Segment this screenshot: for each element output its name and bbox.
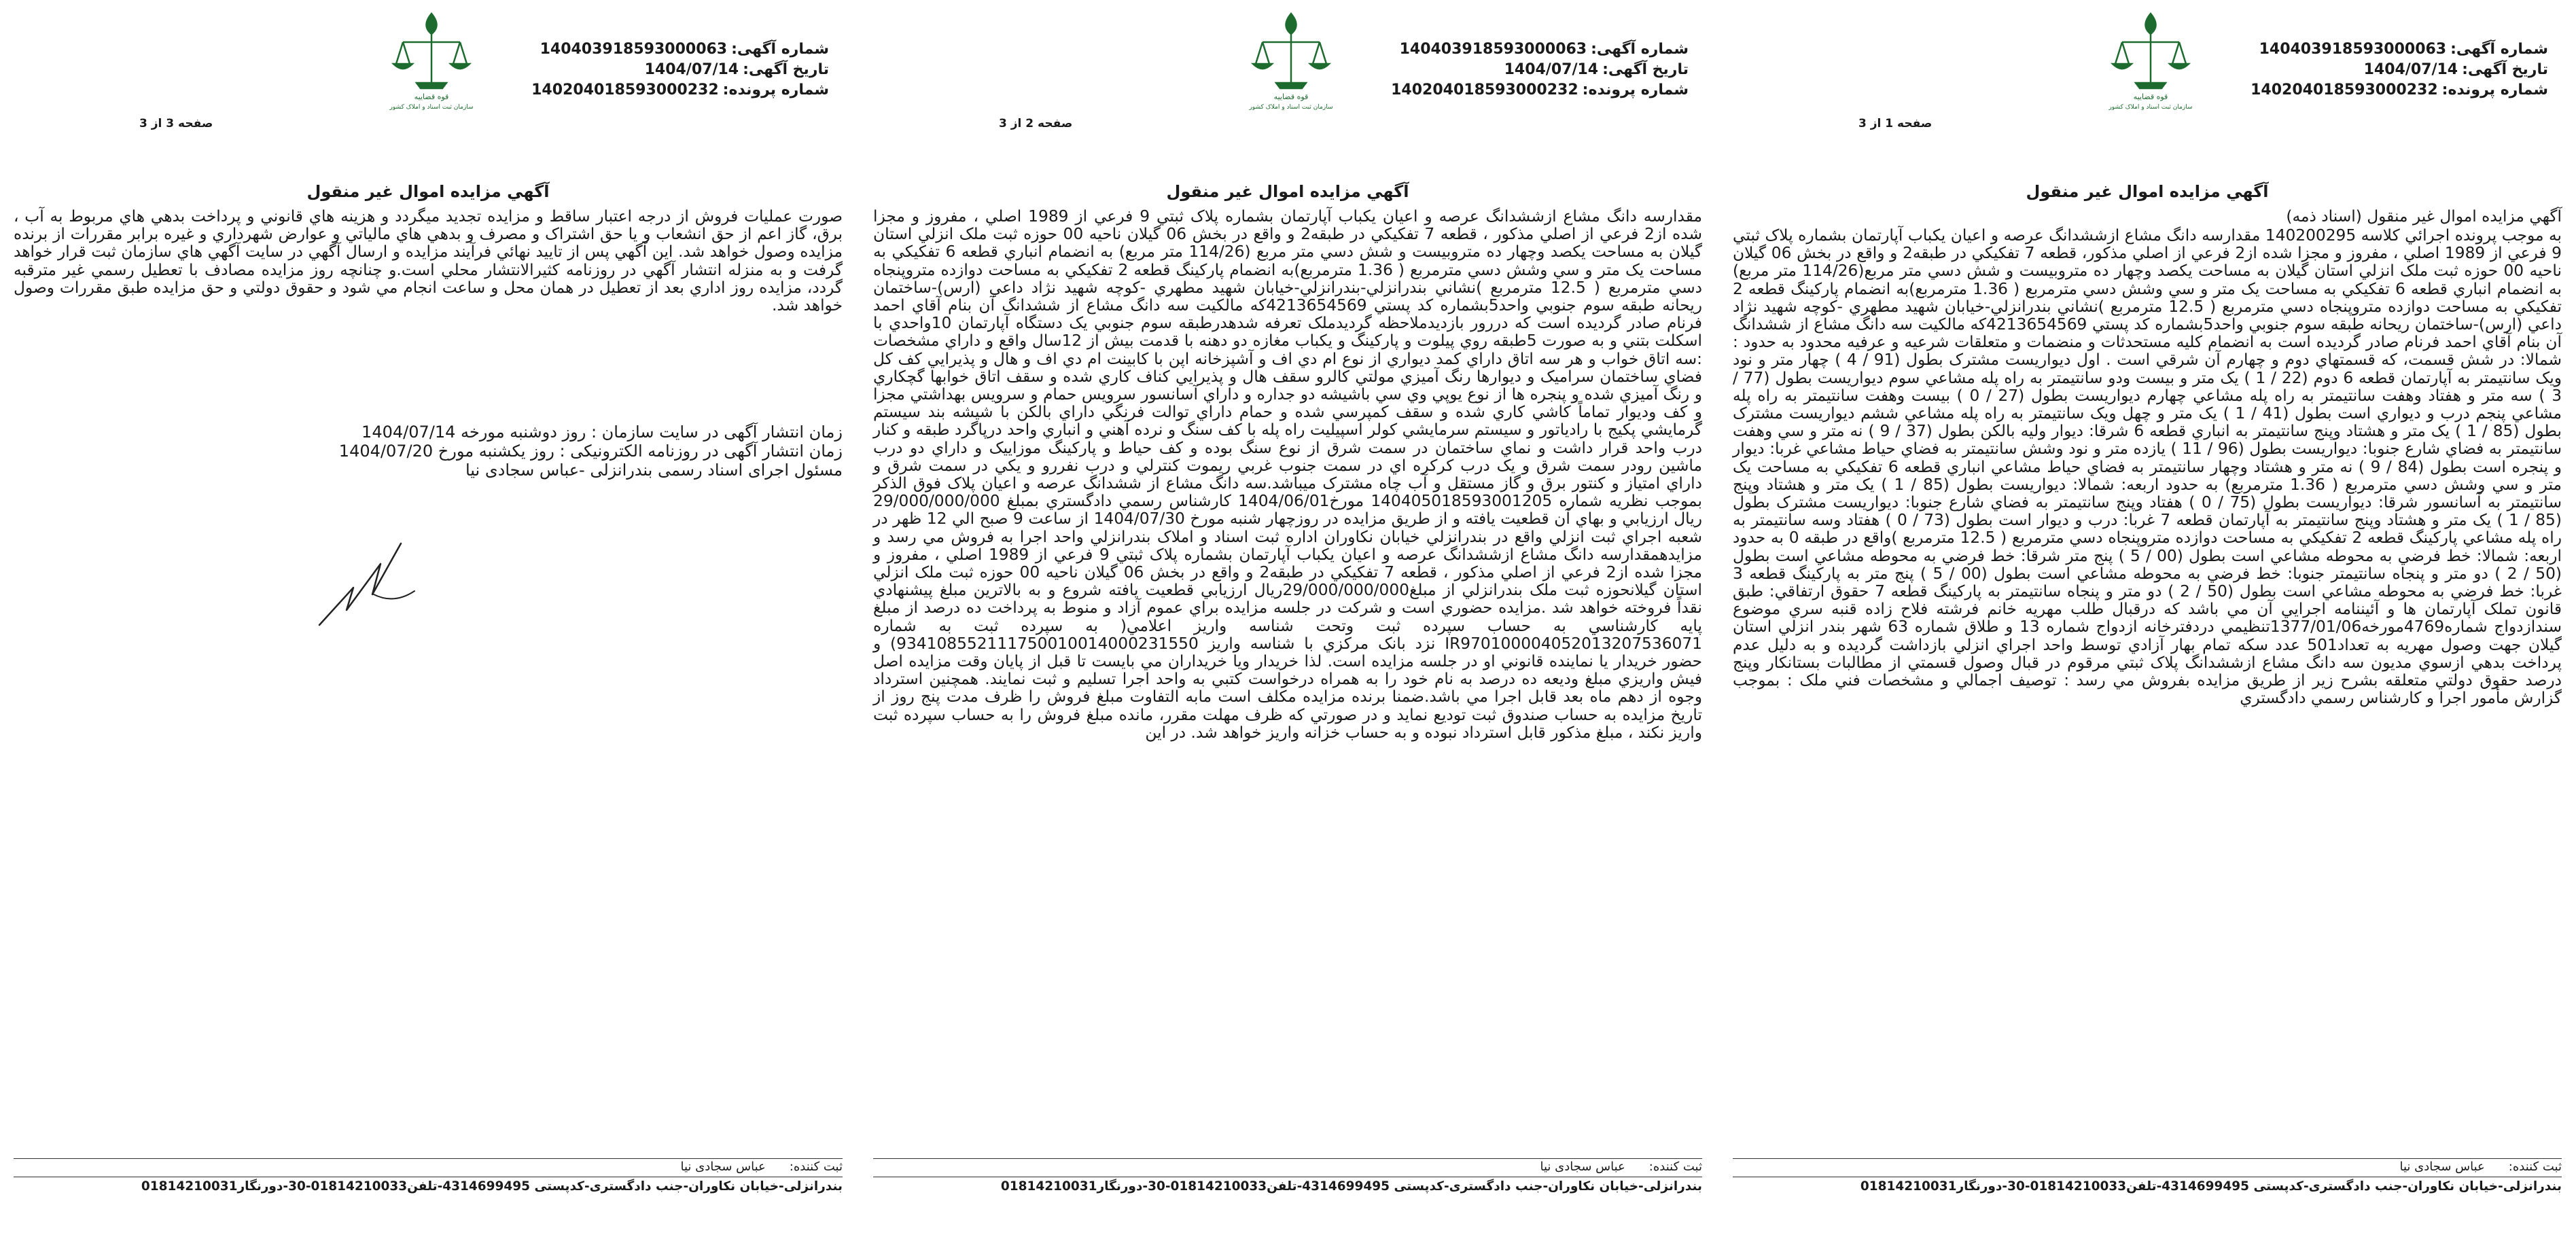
footer-address: بندرانزلی-خیابان نکاوران-جنب دادگستری-کدپستی 4314699495-تلفن01814210033-30-دورنگار01814210031 [1000,1179,1702,1194]
file-number-label: شماره پرونده: [2441,82,2548,99]
notice-body-text: به موجب پرونده اجرائي کلاسه 140200295 مقدارسه دانگ مشاع ازششدانگ عرصه و اعيان يکباب آپارتمان بشماره پلاک ثبتي 9 فرعي از 1989 اصلي ، مفروز و مجزا شده از2 فرعي از اصلي مذکور، قطعه 7 تفکيکي در طبقه2 و واقع در بخش 06 گيلان ناحيه 00 حوزه ثبت ملک انزلي استان گيلان به مساحت يکصد وچهار ده متروبيست و شش دسي متر مربع(114/26 متر مربع) به انضمام انباري قطعه 6 تفکيکي به مساحت يک متر و سي وشش دسي مترمربع ( 1.36 مترمربع)به انضمام پارکينگ قطعه 2 تفکيکي به مساحت دوازده متروپنجاه دسي مترمربع ( 12.5 مترمربع )نشاني بندرانزلي-خيابان شهيد مطهري -کوچه شهيد نژاد داعي (ارس)-ساختمان ريحانه طبقه سوم جنوبي واحد5بشماره کد پستي 4213654569که مالکيت سه دانگ مشاع از ششدانگ آن بنام آقاي احمد فرنام صادر گرديده است به انضمام کليه مستحدثات و منضمات و متعلقات شرعيه و عرفيه محدود به حدود : شمالا: در شش قسمت، که قسمتهاي دوم و چهارم آن شرقي است . اول ديواريست مشترک بطول (91 / 4 ) چهار متر و نود ويک سانتيمتر به آپارتمان قطعه 6 دوم (22 / 1 ) يک متر و بيست ودو سانتيمتر به راه پله مشاعي سوم ديواريست بطول (77 / 3 ) سه متر و هفتاد وهفت سانتيمتر به راه پله مشاعي چهارم ديواريست بطول (27 / 0 ) بيست وهفت سانتيمتر به راه پله مشاعي پنجم درب و ديواري است بطول (41 / 1 ) يک متر و چهل ويک سانتيمتر به راه پله مشاعي ششم ديواريست مشترک بطول (85 / 1 ) يک متر و هشتاد وپنج سانتيمتر به انباري قطعه 6 شرقا: ديوار وليه بالکن بطول (37 / 9 ) نه متر و سي وهفت سانتيمتر به فضاي شارع جنوبا: ديواريست بطول (96 / 11 ) يازده متر و نود وشش سانتيمتر به فضاي حياط مشاعي غربا: ديوار و پنجره است بطول (84 / 9 ) نه متر و هشتاد وچهار سانتيمتر به فضاي حياط مشاعي انباري قطعه 6 تفکيکي به مساحت يک متر و سي وشش دسي مترمربع ( 1.36 مترمربع) به حدود اربعه: شمالا: ديواريست بطول (85 / 1 ) يک متر و هشتاد وپنج سانتيمتر به آسانسور شرقا: ديواريست بطول (75 / 0 ) هفتاد وپنج سانتيمتر به فضاي شارع جنوبا: ديواريست مشترک بطول (85 / 1 ) يک متر و هشتاد وپنج سانتيمتر به آپارتمان قطعه 7 غربا: درب و ديوار است بطول (73 / 0 ) هفتاد وسه سانتيمتر به راه پله مشاعي پارکينگ قطعه 2 تفکيکي به مساحت دوازده متروپنجاه دسي مترمربع ( 12.5 مترمربع )واقع در طبقه 0 به حدود اربعه: شمالا: خط فرضي به محوطه مشاعي است بطول (00 / 5 ) پنج متر شرقا: خط فرضي به محوطه مشاعي است بطول (50 / 2 ) دو متر و پنجاه سانتيمتر جنوبا: خط فرضي به محوطه مشاعي است بطول (00 / 5 ) پنج متر به پارکينگ قطعه 3 غربا: خط فرضي به محوطه مشاعي است بطول (50 / 2 ) دو متر و پنجاه سانتيمتر به پارکينگ قطعه 7 حقوق ارتفاقي: طبق قانون تملک آپارتمان ها و آئيننامه اجرايي آن مي باشد که درقبال طلب مهريه خانم فرشته فلاح زاده قنبه سري موضوع سندازدواج شماره4769مورخه1377/01/06تنظيمي دردفترخانه ازدواج شماره 13 و طلاق شماره 63 شهر بندر انزلي استان گيلان جهت وصول مهريه به تعداد501 عدد سکه تمام بهار آزادي توسط واحد اجراي انزلي بازداشت گرديده و به دليل عدم پرداخت بدهي ازسوي مديون سه دانگ مشاع ازششدانگ پلاک ثبتي مرقوم در قبال وصول قسمتي از مطالبات بستانکار وپنج درصد حقوق دولتي متعلقه بشرح زير از طريق مزايده بفروش مي رسد : توصيف اجمالي و مشخصات فني ملک : بموجب گزارش مأمور اجرا و کارشناس رسمي دادگستري [1733,226,2562,708]
page-2 [866,0,1709,1252]
page-3 [7,0,849,1252]
signed-by-label: ثبت کننده: [2508,1160,2562,1174]
handwritten-signature [306,530,421,639]
notice-meta [527,39,829,101]
footer-divider [1733,1158,2562,1159]
file-number-label: شماره پرونده: [722,82,829,99]
notice-number-label: شماره آگهی: [731,41,829,58]
judiciary-emblem-logo [1243,8,1339,110]
svg-text:سازمان ثبت اسناد و املاک کشور: سازمان ثبت اسناد و املاک کشور [389,104,474,110]
page-header [866,0,1709,170]
page-number: صفحه 3 از 3 [139,117,213,130]
signed-by-name: عباس سجادی نیا [2399,1160,2485,1174]
footer-signed-by [2376,1160,2562,1174]
notice-number: 140403918593000063 [1399,41,1587,58]
notice-date-label: تاریخ آگهی: [2462,61,2548,78]
notice-date-label: تاریخ آگهی: [743,61,829,78]
page-number: صفحه 2 از 3 [999,117,1073,130]
page-header [1726,0,2569,170]
footer-divider [873,1158,1702,1159]
publish-site-date: زمان انتشار آگهی در سایت سازمان : روز دوشنبه مورخه 1404/07/14 [361,423,843,442]
signed-by-label: ثبت کننده: [1648,1160,1702,1174]
page-1 [1726,0,2569,1252]
notice-number-label: شماره آگهی: [1591,41,1689,58]
file-number: 140204018593000232 [531,82,719,99]
responsible-officer: مسئول اجرای اسناد رسمی بندرانزلی -عباس سجادی نیا [465,461,843,480]
notice-body-text: مقدارسه دانگ مشاع ازششدانگ عرصه و اعيان يکباب آپارتمان بشماره پلاک ثبتي 9 فرعي از 1989 اصلي ، مفروز و مجزا شده از2 فرعي از اصلي مذکور ، قطعه 7 تفکيکي در طبقه2 و واقع در بخش 06 گيلان ناحيه 00 حوزه ثبت ملک انزلي استان گيلان به مساحت يکصد وچهار ده متروبيست و شش دسي متر مربع (114/26 متر مربع) به انضمام انباري قطعه 6 تفکيکي به مساحت يک متر و سي وشش دسي مترمربع ( 1.36 مترمربع)به انضمام پارکينگ قطعه 2 تفکيکي به مساحت دوازده متروپنجاه دسي مترمربع ( 12.5 مترمربع )نشاني بندرانزلي-بندرانزلي-خيابان شهيد مطهري -کوچه شهيد نژاد داعي (ارس)-ساختمان ريحانه طبقه سوم جنوبي واحد5بشماره کد پستي 4213654569که مالکيت سه دانگ مشاع از ششدانگ آن بنام آقاي احمد فرنام صادر گرديده است که دررور بازديدملاحظه گرديدملک تعرفه شدهدرطبقه سوم جنوبي يک دستگاه آپارتمان 10واحدي با اسکلت بتني و به صورت 5طبقه روي پيلوت و پارکينگ و يکباب مغازه دو دهنه با قدمت بيش از 12سال واقع و داراي مشخصات :سه اتاق خواب و هر سه اتاق داراي کمد ديواري از نوع ام دي اف و آشپزخانه اپن با کابينت ام دي اف و هال و پذيرايي کف کل فضاي ساختمان سراميک و ديوارها رنگ آميزي مولتي کالرو سقف هال و پذيرايي کناف کاري شده و سقف اتاق خوابها گچکاري و رنگ آميزي شده و پنجره ها از نوع يوپي وي سي باشيشه دو جداره و داراي آسانسور سرويس حمام و سرويس بهداشتي مجزا و کف وديوار تماماً کاشي کاري شده و سقف کمپرسي شده و حمام داراي توالت فرنگي داراي بالکن با شيشه بند سيستم گرمايشي پکيج با رادياتور و سيستم سرمايشي کولر اسپيليت راه پله با کف سنگ و نرده آهني و انباري واحد درپاگرد طبقه و کنار درب واحد قرار داشت و نماي ساختمان در سمت شرق از نوع سنگ بوده و کف حياط و پارکينگ موزاييک و داراي دو درب ماشين رودر سمت شرق و يک درب کرکره اي در سمت جنوب غربي ريموت کنترلي و درب نفررو و يکي در سمت شرق و داراي امتياز و کنتور برق و گاز مستقل و آب چاه مشترک ميباشد.سه دانگ مشاع از ششدانگ عرصه و اعيان پلاک فوق الذکر بموجب نظريه شماره 140405018593001205 مورخ1404/06/01 کارشناس رسمي دادگستري بمبلغ 29/000/000/000 ريال ارزيابي و بهاي آن قطعيت يافته و از طريق مزايده در روزچهار شنبه مورخ 1404/07/30 از ساعت 9 صبح الي 12 ظهر در شعبه اجراي ثبت انزلي واقع در بندرانزلي خيابان نکاوران اداره ثبت اسناد و املاک بندرانزلي واحد اجرا به فروش مي رسد و مزايدهمقدارسه دانگ مشاع ازششدانگ عرصه و اعيان يکباب آپارتمان بشماره پلاک ثبتي 9 فرعي از 1989 اصلي ، مفروز و مجزا شده از2 فرعي از اصلي مذکور ، قطعه 7 تفکيکي در طبقه2 و واقع در بخش 06 گيلان ناحيه 00 حوزه ثبت ملک انزلي استان گيلانحوزه ثبت ملک بندرانزلي از مبلغ29/000/000/000ريال ارزيابي قطعيت يافته شروع و به بالاترين مبلغ پيشنهادي نقداً فروخته خواهد شد .مزايده حضوري است و شرکت در جلسه مزايده براي عموم آزاد و منوط به پرداخت ده درصد از مبلغ پايه کارشناسي به حساب سپرده ثبت وتحت شناسه واريز اعلامي( به سپرده ثبت به شماره IR970100004052013207536071 نزد بانک مرکزي با شناسه واريز 934108552111750010014000231550) و حضور خريدار يا نماينده قانوني او در جلسه مزايده است. لذا خريدار ويا خريداران مي بايست تا قبل از پايان وقت مزايده اصل فيش واريزي مبلغ وديعه ده درصد به نام خود را به همراه درخواست کتبي به واحد اجرا تسليم و ثبت نمايند. همچنين استرداد وجوه از دهم ماه بعد قابل اجرا مي باشد.ضمنا برنده مزايده مکلف است مابه التفاوت مبلغ فروش را ظرف مدت پنج روز از تاريخ مزايده به حساب صندوق ثبت توديع نمايد و در صورتي که ظرف مهلت مقرر، مانده مبلغ فروش را به حساب سپرده ثبت واريز نکند ، مبلغ مذکور قابل استرداد نبوده و به حساب خزانه واريز خواهد شد. در اين [873,207,1703,742]
notice-number: 140403918593000063 [2259,41,2447,58]
footer-address: بندرانزلی-خیابان نکاوران-جنب دادگستری-کدپستی 4314699495-تلفن01814210033-30-دورنگار01814210031 [141,1179,843,1194]
svg-text:سازمان ثبت اسناد و املاک کشور: سازمان ثبت اسناد و املاک کشور [1249,104,1333,110]
notice-number-label: شماره آگهی: [2450,41,2548,58]
svg-text:قوه قضاییه: قوه قضاییه [1273,92,1309,101]
judiciary-emblem-logo [384,8,479,110]
notice-title: آگهي مزايده اموال غير منقول [1166,182,1409,201]
page-header [7,0,849,170]
notice-date: 1404/07/14 [2363,61,2458,78]
footer-signed-by [656,1160,843,1174]
signed-by-label: ثبت کننده: [789,1160,843,1174]
notice-date: 1404/07/14 [1504,61,1599,78]
signed-by-name: عباس سجادی نیا [1540,1160,1625,1174]
notice-body-text: صورت عمليات فروش از درجه اعتبار ساقط و مزايده تجديد ميگردد و هزينه هاي قانوني و پرداخت بدهي هاي مربوط به آب ، برق، گاز اعم از حق انشعاب و يا حق اشتراک و مصرف و بدهي هاي مالياتي و عوارض شهرداري و غيره برابر مقررات از برنده مزايده وصول خواهد شد. اين آگهي پس از تاييد نهائي فرآيند مزايده و ارسال آگهي در سايت آگهي هاي سازمان ثبت قرار خواهد گرفت و به منزله انتشار آگهي در روزنامه کثيرالانتشار محلي است.و چنانچه روز مزايده مصادف با تعطيل رسمي غير مترقبه گردد، مزايده روز اداري بعد از تعطيل در همان محل و ساعت انجام مي شود و حقوق دولتي و حق مزايده طبق مقررات وصول خواهد شد. [14,207,843,315]
notice-meta [2246,39,2548,101]
judiciary-emblem-logo [2103,8,2198,110]
page-number: صفحه 1 از 3 [1858,117,1933,130]
footer-address: بندرانزلی-خیابان نکاوران-جنب دادگستری-کدپستی 4314699495-تلفن01814210033-30-دورنگار01814210031 [1860,1179,2562,1194]
notice-meta [1387,39,1689,101]
footer-signed-by [1516,1160,1702,1174]
svg-text:سازمان ثبت اسناد و املاک کشور: سازمان ثبت اسناد و املاک کشور [2109,104,2193,110]
publish-newspaper-date: زمان انتشار آگهی در روزنامه الکترونیکی : روز یکشنبه مورخ 1404/07/20 [338,442,843,461]
file-number: 140204018593000232 [1391,82,1578,99]
notice-title: آگهي مزايده اموال غير منقول [306,182,550,201]
file-number-label: شماره پرونده: [1582,82,1689,99]
footer-divider [14,1158,843,1159]
svg-text:قوه قضاییه: قوه قضاییه [2133,92,2168,101]
signed-by-name: عباس سجادی نیا [680,1160,766,1174]
svg-text:قوه قضاییه: قوه قضاییه [414,92,449,101]
notice-title: آگهي مزايده اموال غير منقول [2026,182,2269,201]
notice-number: 140403918593000063 [540,41,728,58]
notice-subtitle: آگهي مزايده اموال غير منقول (اسناد ذمه) [2286,207,2562,226]
file-number: 140204018593000232 [2251,82,2438,99]
notice-date-label: تاریخ آگهی: [1602,61,1689,78]
notice-date: 1404/07/14 [644,61,739,78]
